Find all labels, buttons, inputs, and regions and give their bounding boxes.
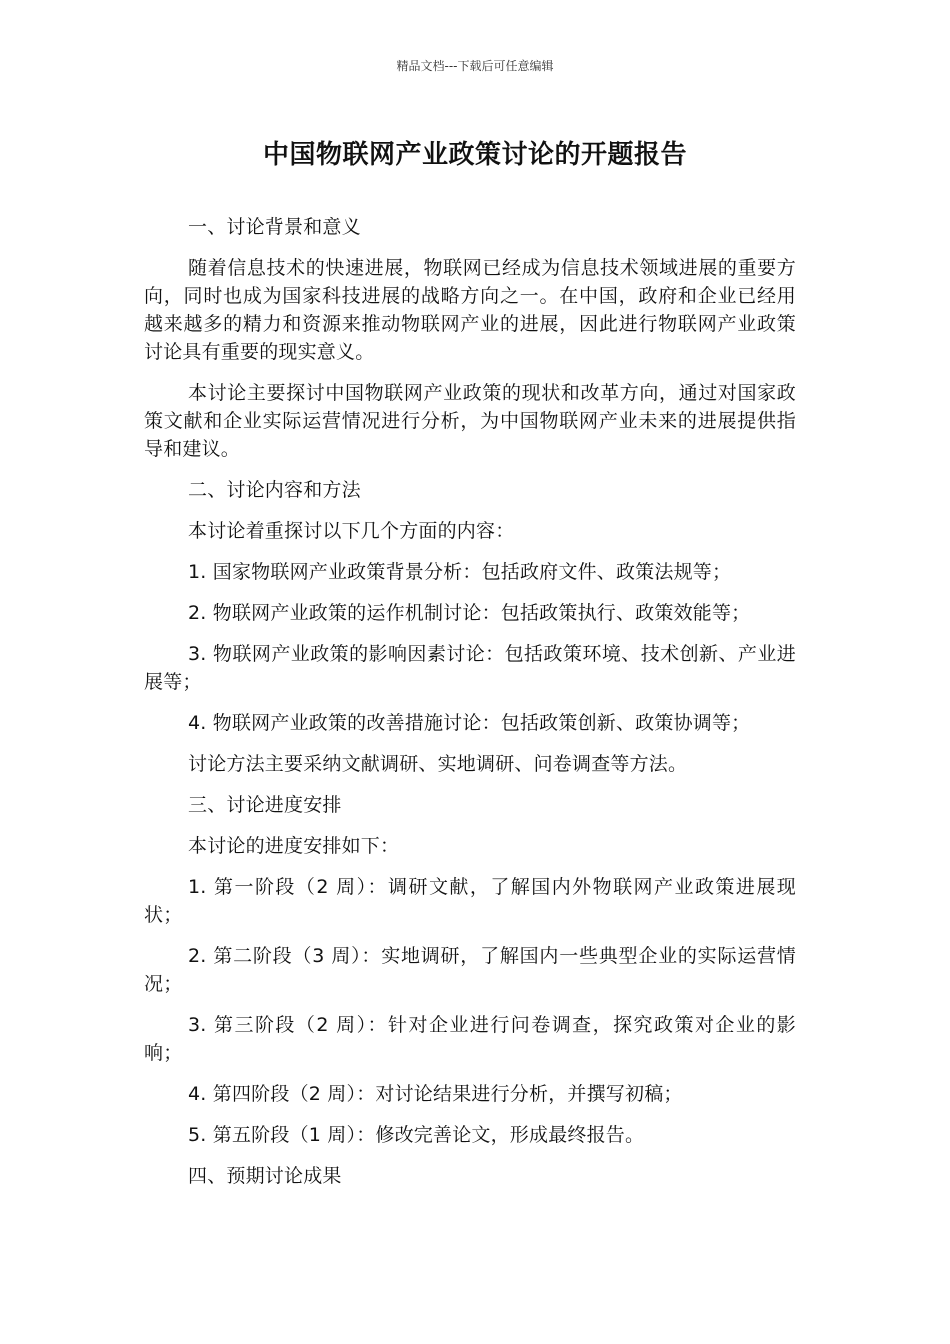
paragraph-content-intro: 本讨论着重探讨以下几个方面的内容： [188,520,515,542]
section-heading-results: 四、预期讨论成果 [188,1165,342,1187]
list-item-schedule-1: 1. 第一阶段（2 周）：调研文献，了解国内外物联网产业政策进展现状； [144,876,796,926]
list-item-schedule-2: 2. 第二阶段（3 周）：实地调研，了解国内一些典型企业的实际运营情况； [144,945,796,995]
document-body [144,213,796,1203]
list-item-schedule-5: 5. 第五阶段（1 周）：修改完善论文，形成最终报告。 [188,1124,645,1146]
section-heading-content-method: 二、讨论内容和方法 [188,479,361,501]
section-heading-schedule: 三、讨论进度安排 [188,794,342,816]
paragraph-background-2: 本讨论主要探讨中国物联网产业政策的现状和改革方向，通过对国家政策文献和企业实际运营情况进行分析，为中国物联网产业未来的进展提供指导和建议。 [144,382,796,460]
paragraph-schedule-intro: 本讨论的进度安排如下： [188,835,400,857]
list-item-content-3: 3. 物联网产业政策的影响因素讨论：包括政策环境、技术创新、产业进展等； [144,643,796,693]
document-title: 中国物联网产业政策讨论的开题报告 [262,140,687,170]
list-item-schedule-4: 4. 第四阶段（2 周）：对讨论结果进行分析，并撰写初稿； [188,1083,683,1105]
list-item-content-1: 1. 国家物联网产业政策背景分析：包括政府文件、政策法规等； [188,561,732,583]
list-item-schedule-3: 3. 第三阶段（2 周）：针对企业进行问卷调查，探究政策对企业的影响； [144,1014,796,1064]
page-header: 精品文档---下载后可任意编辑 [396,59,554,73]
paragraph-background-1: 随着信息技术的快速进展，物联网已经成为信息技术领域进展的重要方向，同时也成为国家科技进展的战略方向之一。在中国，政府和企业已经用越来越多的精力和资源来推动物联网产业的进展，因此进行物联网产业政策讨论具有重要的现实意义。 [144,257,796,363]
list-item-content-2: 2. 物联网产业政策的运作机制讨论：包括政策执行、政策效能等； [188,602,751,624]
section-heading-background: 一、讨论背景和意义 [188,216,361,238]
list-item-content-4: 4. 物联网产业政策的改善措施讨论：包括政策创新、政策协调等； [188,712,751,734]
paragraph-methods: 讨论方法主要采纳文献调研、实地调研、问卷调查等方法。 [188,753,688,775]
